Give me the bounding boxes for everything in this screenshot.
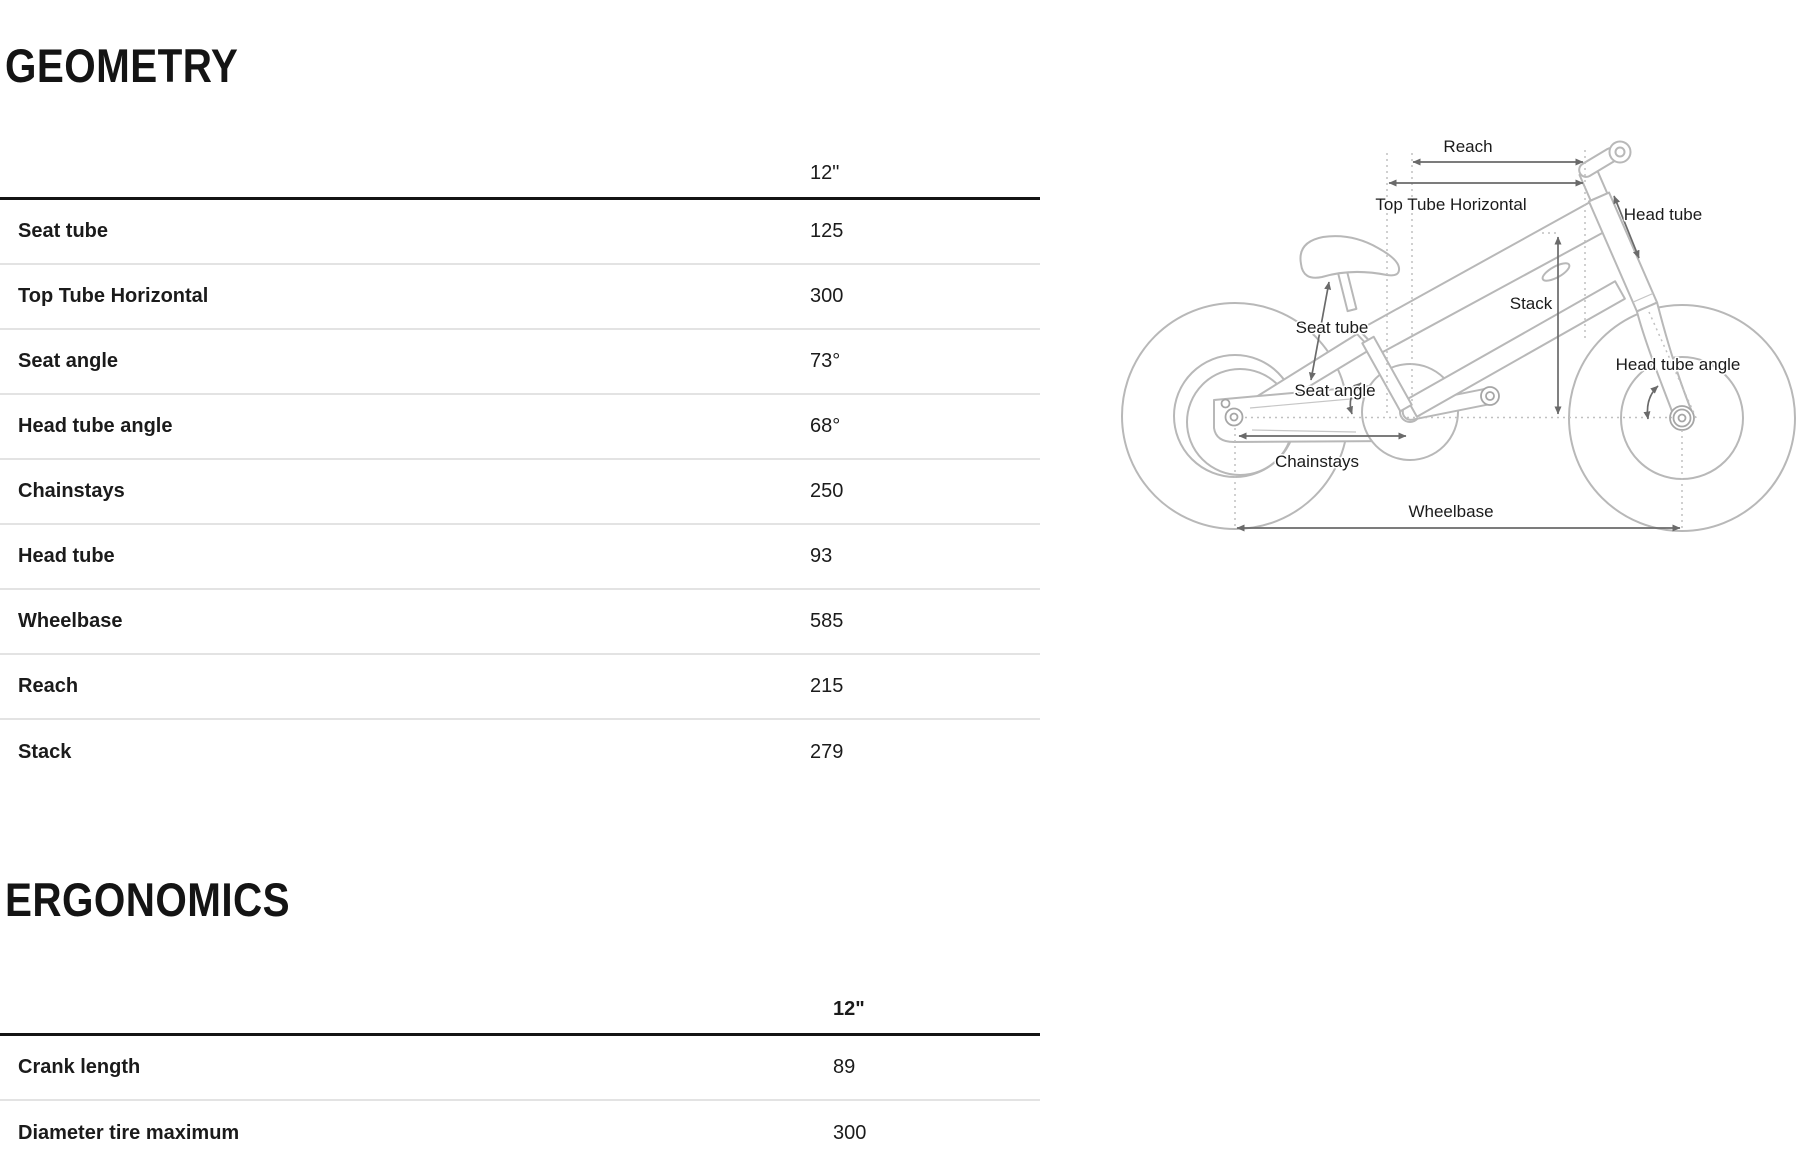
spec-label: Stack	[18, 741, 72, 763]
spec-value: 250	[810, 480, 844, 502]
table-row	[0, 330, 1040, 395]
stack-label: Stack	[1509, 294, 1553, 313]
spec-value: 125	[810, 220, 844, 242]
geometry-size-column-header: 12"	[810, 162, 840, 184]
table-row	[0, 1036, 1040, 1101]
seat-tube-label: Seat tube	[1295, 318, 1369, 337]
head-tube-label: Head tube	[1623, 205, 1703, 224]
spec-value: 300	[833, 1122, 867, 1144]
spec-label: Top Tube Horizontal	[18, 285, 209, 307]
spec-value: 300	[810, 285, 844, 307]
spec-value: 215	[810, 675, 844, 697]
table-row	[0, 460, 1040, 525]
ergonomics-table	[0, 966, 1040, 1166]
spec-label: Chainstays	[18, 480, 125, 502]
ergonomics-section-title: ERGONOMICS	[5, 873, 291, 926]
frame-drawing	[1187, 142, 1694, 476]
spec-label: Head tube angle	[18, 415, 173, 437]
ergonomics-table-header	[0, 966, 1040, 1036]
spec-value: 279	[810, 741, 844, 763]
table-row	[0, 590, 1040, 655]
seat-angle-label: Seat angle	[1294, 381, 1376, 400]
table-row	[0, 720, 1040, 785]
spec-label: Seat tube	[18, 220, 109, 242]
ergonomics-table-body	[0, 1036, 1040, 1166]
spec-label: Seat angle	[18, 350, 119, 372]
spec-value: 68°	[810, 415, 841, 437]
spec-value: 93	[810, 545, 833, 567]
table-row	[0, 265, 1040, 330]
spec-label: Reach	[18, 675, 79, 697]
saddle-drawing	[1300, 236, 1399, 278]
spec-label: Head tube	[18, 545, 115, 567]
reach-label: Reach	[1443, 137, 1493, 156]
table-row	[0, 395, 1040, 460]
geometry-section-title: GEOMETRY	[5, 39, 239, 92]
spec-value: 585	[810, 610, 844, 632]
bike-geometry-diagram	[1115, 90, 1812, 570]
table-row	[0, 655, 1040, 720]
head-tube-angle-label: Head tube angle	[1615, 355, 1741, 374]
table-row	[0, 525, 1040, 590]
diagram-labels	[1275, 137, 1740, 521]
wheelbase-label: Wheelbase	[1408, 502, 1494, 521]
head-tube-angle-arc	[1647, 386, 1658, 419]
geometry-table	[0, 130, 1040, 785]
spec-label: Diameter tire maximum	[18, 1122, 240, 1144]
spec-value: 73°	[810, 350, 841, 372]
spec-label: Wheelbase	[18, 610, 123, 632]
chainstays-label: Chainstays	[1274, 452, 1360, 471]
geometry-table-header	[0, 130, 1040, 200]
top-tube-horizontal-label: Top Tube Horizontal	[1375, 195, 1527, 214]
geometry-table-body	[0, 200, 1040, 785]
table-row	[0, 1101, 1040, 1166]
ergonomics-size-column-header: 12"	[833, 998, 865, 1020]
table-row	[0, 200, 1040, 265]
spec-value: 89	[833, 1056, 856, 1078]
spec-label: Crank length	[18, 1056, 141, 1078]
